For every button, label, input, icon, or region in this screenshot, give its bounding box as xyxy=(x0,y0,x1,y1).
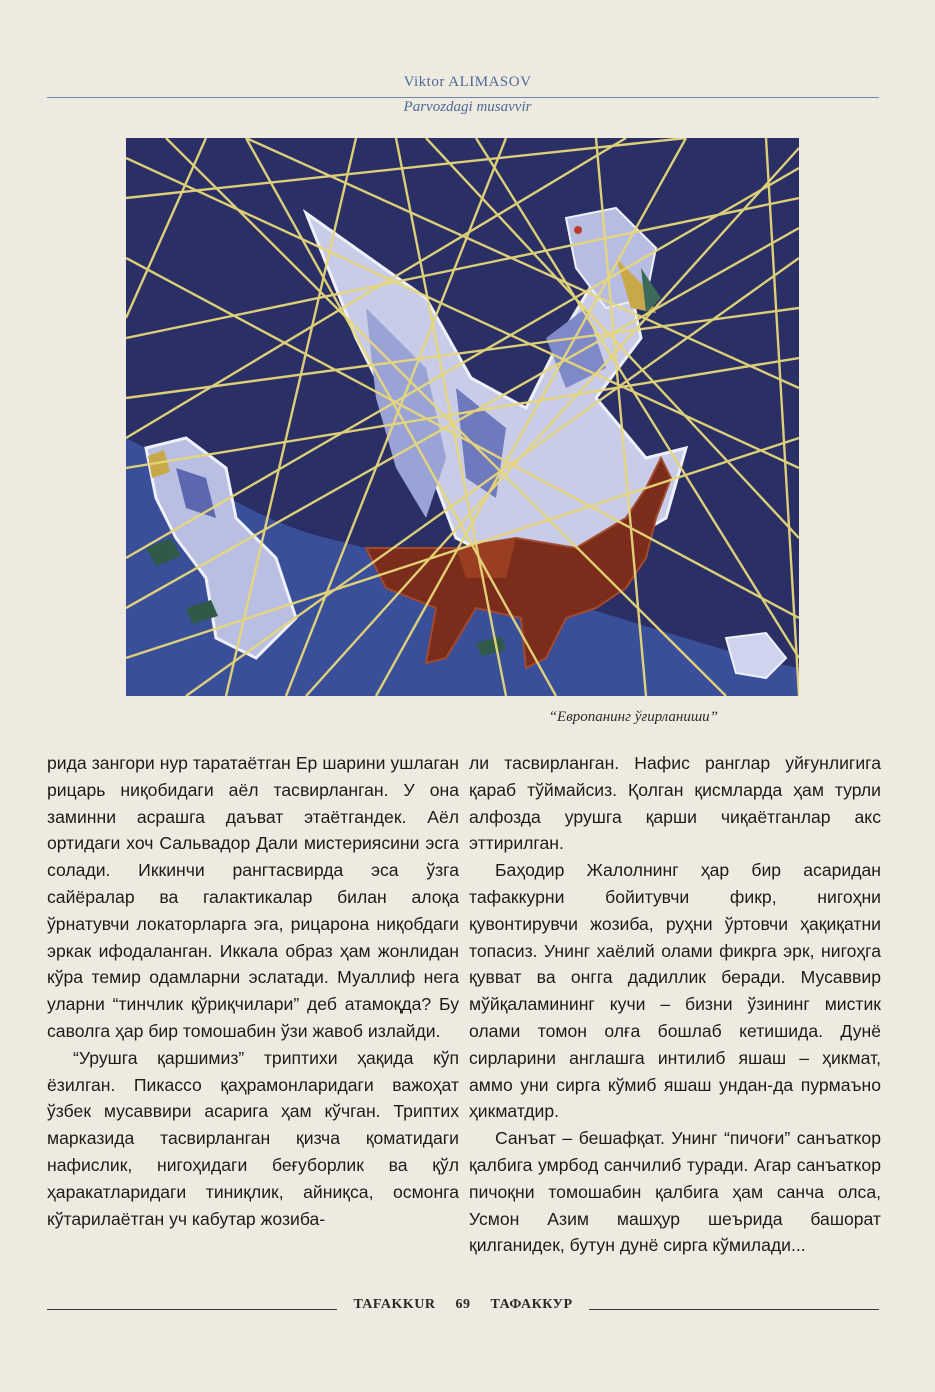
paragraph: “Урушга қаршимиз” триптихи ҳақида кўп ёзилган. Пикассо қаҳрамонларидаги важоҳат ўзбек мусаввири асарига ҳам кўчган. Триптих марказида тасвирланган қизча қоматидаги нафислик, нигоҳидаги беғуборлик ва қўл ҳаракатларидаги тиниқлик, айниқса, осмонга кўтарилаётган уч кабутар жозиба- xyxy=(47,1047,459,1229)
footer-journal-cyrillic: ТАФАККУР xyxy=(490,1297,573,1312)
running-header-author: Viktor ALIMASOV xyxy=(403,74,532,90)
page-footer xyxy=(47,1297,879,1321)
figure-caption: “Европанинг ўғирланиши” xyxy=(548,709,718,725)
paragraph: Баҳодир Жалолнинг ҳар бир асаридан тафаккурни бойитувчи фикр, нигоҳни қувонтирувчи жозиба, руҳни ўртовчи ҳақиқатни топасиз. Унинг хаёлий олами фикрга эрк, нигоҳга қувват ва онгга дадиллик беради. Мусаввир мўйқаламининг кучи – бизни ўзининг мистик олами томон олға бошлаб кетишида. Дунё сирларини англашга интилиб яшаш – ҳикмат, аммо уни сирга кўмиб яшаш ундан-да пурмаъно ҳикматдир. xyxy=(469,860,881,1122)
painting-illustration xyxy=(126,138,799,696)
article-column-left xyxy=(47,750,459,1232)
page-number: 69 xyxy=(455,1297,471,1312)
paragraph: ли тасвирланган. Нафис ранглар уйғунлигига қараб тўймайсиз. Қолган қисмларда ҳам турли алфозда урушга қарши чиқаётганлар акс эттирилган. xyxy=(469,753,881,854)
header-rule xyxy=(47,97,879,98)
paragraph: рида зангори нур таратаётган Ер шарини ушлаган рицарь ниқобидаги аёл тасвирланган. У она заминни асрашга даъват этаётгандек. Аёл ортидаги хоч Сальвадор Дали мистериясини эсга солади. Иккинчи рангтасвирда эса ўзга сайёралар ва галактикалар билан алоқа ўрнатувчи локаторларга эга, рицарона ниқобдаги эркак ифодаланган. Иккала образ ҳам жонлидан кўра темир одамларни эслатади. Муаллиф нега уларни “тинчлик қўриқчилари” деб атамоқда? Бу саволга ҳар бир томошабин ўзи жавоб излайди. xyxy=(47,753,459,1041)
footer-journal-latin: TAFAKKUR xyxy=(353,1297,436,1312)
footer-text xyxy=(47,1297,879,1313)
running-header-title: Parvozdagi musavvir xyxy=(403,99,532,115)
article-column-right xyxy=(469,750,881,1259)
paragraph: Санъат – бешафқат. Унинг “пичоғи” санъаткор қалбига умрбод санчилиб туради. Агар санъаткор пичоқни томошабин қалбига ҳам санча олса, Усмон Азим машҳур шеърида башорат қилганидек, бутун дунё сирга кўмилади... xyxy=(469,1128,881,1256)
